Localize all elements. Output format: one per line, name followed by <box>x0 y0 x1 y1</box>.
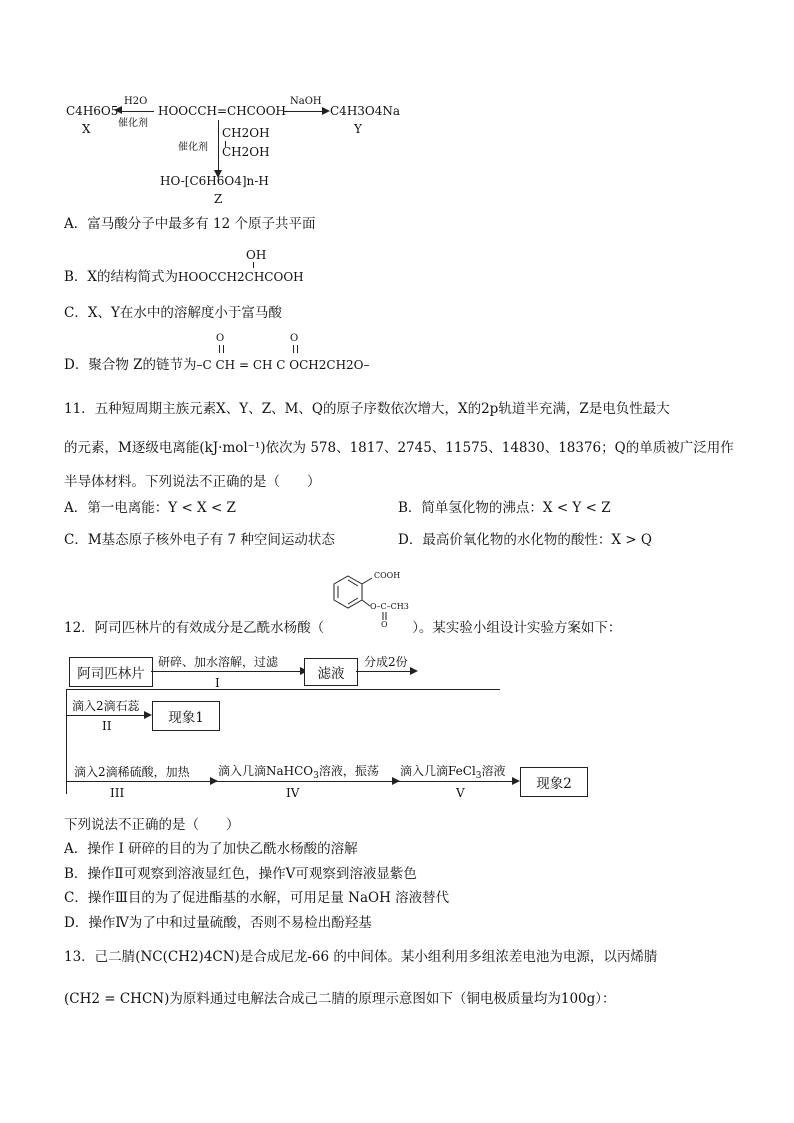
catalyst-label-2: 催化剂 <box>178 142 208 153</box>
step-2-arrowhead-icon <box>144 711 152 719</box>
step-3-label: 滴入2滴稀硫酸，加热 <box>74 765 190 779</box>
step-3-number: III <box>110 786 125 800</box>
box-aspirin-tablet: 阿司匹林片 <box>69 657 153 687</box>
aspirin-cooh: COOH <box>374 571 401 580</box>
glycol-top: CH2OH <box>222 126 270 140</box>
q11-line-2 <box>64 439 734 457</box>
q11-line-2-a: 的元素，M逐级电离能 <box>64 440 200 456</box>
step-2-label: 滴入2滴石蕊 <box>72 699 140 713</box>
q12-question: 下列说法不正确的是（ ） <box>64 817 240 833</box>
q13-line-1 <box>64 948 657 966</box>
q11-line-2-b: 依次为 578、1817、2745、11575、14830、18376；Q的单质被广泛用作 <box>265 440 734 456</box>
left-feed-line <box>66 689 67 794</box>
q10-option-b-prefix: B．X的结构简式为 <box>64 269 179 285</box>
q12-option-b: B．操作Ⅱ可观察到溶液显红色，操作Ⅴ可观察到溶液显紫色 <box>64 866 417 882</box>
q11-option-d: D．最高价氧化物的水化物的酸性：X > Q <box>398 532 652 548</box>
q13-adiponitrile-formula: (NC(CH2)4CN) <box>135 949 240 965</box>
y-label: Y <box>354 122 362 136</box>
step-5-arrow <box>396 781 514 782</box>
split-return-line <box>66 689 500 690</box>
step-5-label: 滴入几滴FeCl$_3$溶液 <box>400 764 506 781</box>
fumaric-acid-formula: HOOCCH=CHCOOH <box>158 104 286 118</box>
z-label: Z <box>214 192 223 206</box>
down-arrow-line <box>218 120 219 172</box>
q13-line-1-a: 13．己二腈 <box>64 949 136 965</box>
q11-line-1: 11．五种短周期主族元素X、Y、Z、M、Q的原子序数依次增大，X的2p轨道半充满，Z是电负性最大 <box>64 401 670 417</box>
q10-option-d-prefix: D．聚合物 Z的链节为 <box>64 357 197 373</box>
split-arrow <box>356 671 412 672</box>
q12-line-1 <box>64 619 621 637</box>
box-phenomenon-1: 现象1 <box>152 701 220 731</box>
split-label: 分成2份 <box>364 655 408 669</box>
q13-line-1-b: 是合成尼龙-66 的中间体。某小组利用多组浓差电池为电源，以丙烯腈 <box>239 949 658 965</box>
reverse-arrow-line <box>118 111 154 112</box>
x-label: X <box>82 122 91 136</box>
x-formula: C4H6O5 <box>66 104 119 118</box>
q11-option-c: C．M基态原子核外电子有 7 种空间运动状态 <box>64 532 335 548</box>
box-filtrate: 滤液 <box>304 658 358 686</box>
catalyst-label-1: 催化剂 <box>118 118 148 129</box>
split-arrowhead-icon <box>410 667 418 675</box>
step-5-number: V <box>456 786 465 800</box>
q10-option-c: C．X、Y在水中的溶解度小于富马酸 <box>64 305 282 321</box>
q11-option-a: A．第一电离能：Y < X < Z <box>64 500 236 516</box>
z-formula: HO-[C6H6O4]n-H <box>160 174 269 188</box>
q10-option-b <box>64 268 304 286</box>
box-phenomenon-2: 现象2 <box>520 767 588 797</box>
step-4-arrow <box>214 781 394 782</box>
step-4-number: IV <box>286 786 300 800</box>
q13-line-2-b: 为原料通过电解法合成己二腈的原理示意图如下（铜电极质量均为100g）： <box>169 991 616 1007</box>
step-1-arrow <box>151 671 301 672</box>
y-formula: C4H3O4Na <box>330 104 401 118</box>
q10-option-d <box>64 356 370 374</box>
glycol-bottom: CH2OH <box>222 145 270 159</box>
q10-option-d-o2: O <box>290 333 299 344</box>
q10-option-a: A．富马酸分子中最多有 12 个原子共平面 <box>64 216 316 232</box>
step-1-number: I <box>215 676 220 690</box>
q11-unit: (kJ·mol⁻¹) <box>199 440 266 456</box>
q12-option-a: A．操作 I 研碎的目的为了加快乙酰水杨酸的溶解 <box>64 841 358 857</box>
q10-option-d-struct: –C CH = CH C OCH2CH2O– <box>196 358 370 372</box>
step-3-arrow <box>66 781 212 782</box>
q13-line-2 <box>64 990 616 1008</box>
left-arrowhead-icon <box>114 106 122 114</box>
q11-option-b: B．简单氢化物的沸点：X < Y < Z <box>398 500 611 516</box>
naoh-reagent: NaOH <box>290 96 322 107</box>
q10-option-d-double-bond-2 <box>293 345 298 353</box>
aspirin-ester: O–C–CH3 <box>370 602 409 611</box>
q12-line-1-b: ）。某实验小组设计实验方案如下： <box>412 620 622 636</box>
aspirin-carbonyl-o: O <box>381 620 388 629</box>
forward-arrow-line <box>283 111 323 112</box>
q10-option-b-oh: OH <box>246 248 267 262</box>
q11-line-3: 半导体材料。下列说法不正确的是（ ） <box>64 474 321 490</box>
q10-option-b-struct: HOOCCH2CHCOOH <box>178 270 304 284</box>
step-2-arrow <box>66 715 146 716</box>
right-arrowhead-icon <box>322 107 330 115</box>
step-1-label: 研碎、加水溶解，过滤 <box>158 655 279 669</box>
step-4-label: 滴入几滴NaHCO$_3$溶液，振荡 <box>218 764 379 781</box>
q13-acrylonitrile-formula: (CH2 = CHCN) <box>64 991 170 1007</box>
step-5-arrowhead-icon <box>512 777 520 785</box>
q12-option-c: C．操作Ⅲ目的为了促进酯基的水解，可用足量 NaOH 溶液替代 <box>64 890 450 906</box>
q10-option-d-o1: O <box>216 333 225 344</box>
q12-line-1-a: 12．阿司匹林片的有效成分是乙酰水杨酸（ <box>64 620 325 636</box>
q12-option-d: D．操作Ⅳ为了中和过量硫酸，否则不易检出酚羟基 <box>64 915 372 931</box>
q10-option-d-double-bond-1 <box>219 345 224 353</box>
h2o-reagent: H2O <box>124 96 148 107</box>
step-2-number: II <box>102 719 112 733</box>
